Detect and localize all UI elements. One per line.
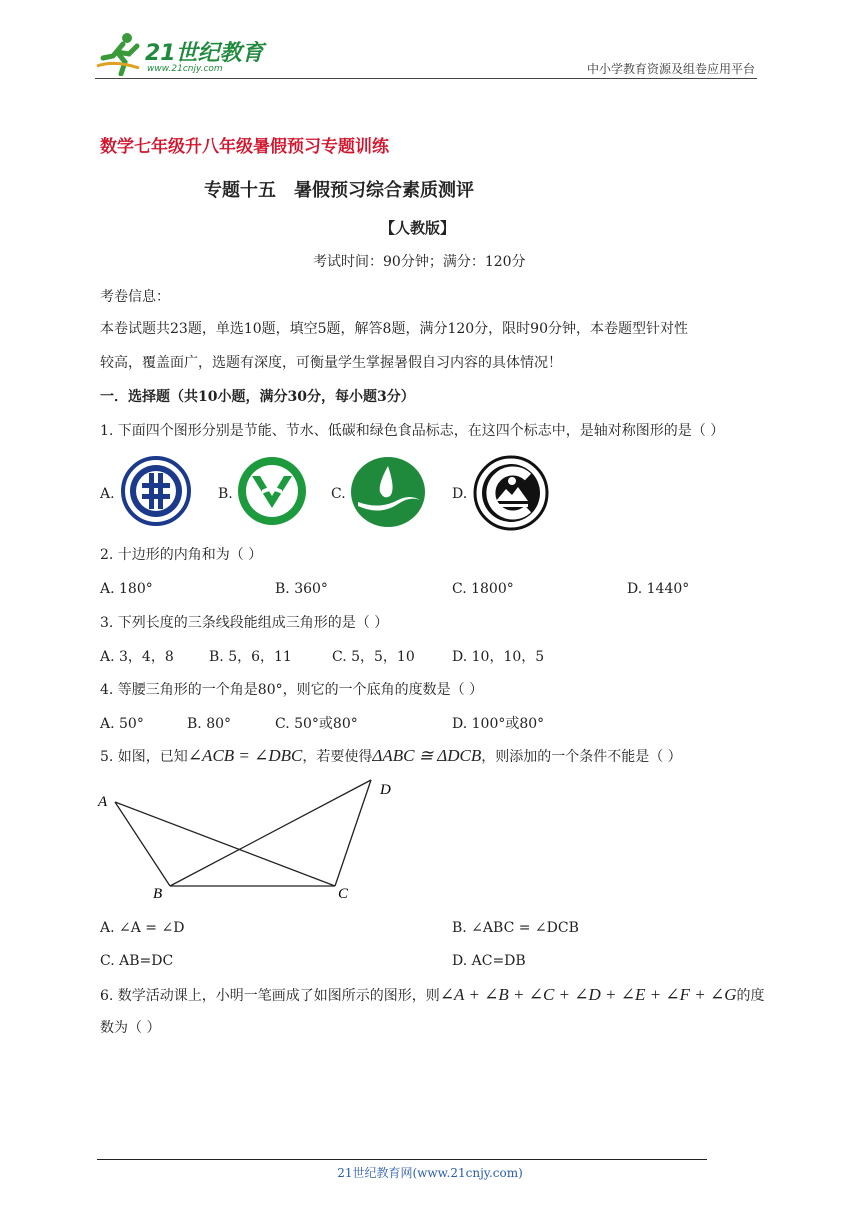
q5-stem-pre: 5. 如图，已知 [100,749,188,765]
question-6-stem [100,985,764,1006]
q6-stem-post: 的度 [736,988,765,1004]
segment-ab [115,802,170,886]
q2-option-d: D. 1440° [627,581,690,597]
q5-stem-post: ，则添加的一个条件不能是（ ） [481,749,682,765]
q5-option-b: B. ∠ABC = ∠DCB [452,920,579,936]
footer-rule [97,1159,707,1160]
logo-text: 21世纪教育 [145,41,264,66]
question-6-stem-line-2: 数为（ ） [100,1020,161,1036]
q1-option-d: D. [452,486,468,502]
q4-option-d: D. 100°或80° [452,716,545,732]
q5-stem-mid: ，若要使得 [302,749,373,765]
q5-stem-math-2: ΔABC ≅ ΔDCB [372,746,482,765]
site-logo [95,30,265,80]
edition-label: 【人教版】 [380,219,456,237]
header-right-text: 中小学教育资源及组卷应用平台 [586,62,755,76]
q3-option-a: A. 3，4，8 [100,649,174,665]
vertex-label-c: C [338,886,349,902]
q4-option-a: A. 50° [100,716,144,732]
q5-figure [95,776,405,906]
logo-url: www.21cnjy.com [147,64,223,74]
q6-stem-math: ∠A + ∠B + ∠C + ∠D + ∠E + ∠F + ∠G [439,985,737,1004]
vertex-label-a: A [98,794,108,810]
q2-option-b: B. 360° [275,581,328,597]
q1-option-a: A. [100,486,115,502]
q5-option-c: C. AB=DC [100,953,174,969]
q2-option-c: C. 1800° [452,581,514,597]
q5-option-a: A. ∠A = ∠D [100,920,185,936]
vertex-label-b: B [153,886,163,902]
q5-stem-math-1: ∠ACB = ∠DBC [187,746,303,765]
question-3-stem: 3. 下列长度的三条线段能组成三角形的是（ ） [100,615,389,631]
section-heading: 一．选择题（共10小题，满分30分，每小题3分） [100,389,415,405]
q4-option-c: C. 50°或80° [275,716,358,732]
intro-line-1: 本卷试题共23题，单选10题，填空5题，解答8题，满分120分，限时90分钟，本卷题型针对性 [100,321,688,337]
water-saving-logo-icon [236,456,308,526]
intro-line-2: 较高，覆盖面广，选题有深度，可衡量学生掌握暑假自习内容的具体情况！ [100,355,562,371]
page-title: 专题十五 暑假预习综合素质测评 [204,180,474,201]
energy-saving-logo-icon [120,455,192,527]
q6-stem-pre: 6. 数学活动课上，小明一笔画成了如图所示的图形，则 [100,988,440,1004]
series-title: 数学七年级升八年级暑假预习专题训练 [100,137,389,157]
question-5-stem [100,746,682,767]
question-1-stem: 1. 下面四个图形分别是节能、节水、低碳和绿色食品标志，在这四个标志中，是轴对称图形的是（ ） [100,423,725,439]
q5-option-d: D. AC=DB [452,953,526,969]
runner-logo-icon [95,30,143,76]
exam-info: 考试时间：90分钟；满分：120分 [313,254,526,270]
q1-option-b: B. [218,486,233,502]
q3-option-d: D. 10，10，5 [452,649,545,665]
vertex-label-d: D [380,782,391,798]
footer-text: 21世纪教育网(www.21cnjy.com) [337,1166,523,1180]
q2-option-a: A. 180° [100,581,153,597]
q3-option-b: B. 5，6，11 [209,649,292,665]
question-4-stem: 4. 等腰三角形的一个角是80°，则它的一个底角的度数是（ ） [100,682,484,698]
question-2-stem: 2. 十边形的内角和为（ ） [100,547,263,563]
q4-option-b: B. 80° [187,716,232,732]
q1-option-c: C. [331,486,346,502]
segment-ac [115,802,335,886]
q3-option-c: C. 5，5，10 [332,649,415,665]
intro-label: 考卷信息： [100,289,170,305]
low-carbon-logo-icon [350,456,426,528]
header-rule [95,78,757,79]
green-food-logo-icon [472,455,550,531]
